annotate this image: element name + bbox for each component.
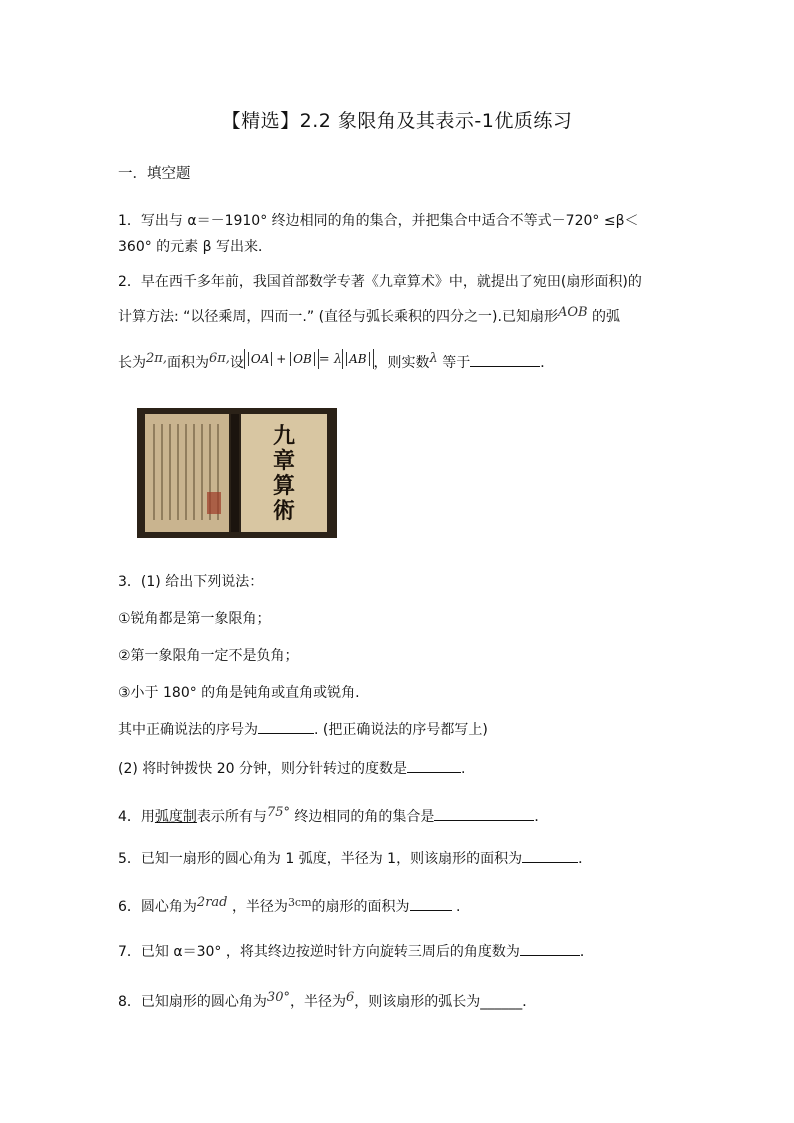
question-2-line-2 xyxy=(118,306,620,326)
area-formula: 6π, xyxy=(208,351,230,366)
question-3-part-2 xyxy=(118,758,465,778)
question-6-text: 6．圆心角为 xyxy=(118,899,197,915)
question-6-end: . xyxy=(451,899,461,915)
question-3-part-2-end: . xyxy=(461,761,466,777)
book-cover-title: 九章算術 xyxy=(272,423,295,524)
book-cover xyxy=(241,414,327,532)
vector-ab-formula xyxy=(342,349,373,369)
question-4-text: 4．用 xyxy=(118,809,155,825)
equals-lambda: = λ xyxy=(318,352,343,367)
question-2-text: 设 xyxy=(229,355,244,371)
question-4-text: 终边相同的角的集合是 xyxy=(294,809,435,825)
vector-ab: AB xyxy=(346,352,369,366)
question-7 xyxy=(118,941,594,961)
answer-blank xyxy=(522,848,578,863)
question-8-text: ，半径为 xyxy=(289,994,346,1010)
question-3-ask-text: 其中正确说法的序号为 xyxy=(118,722,258,738)
lambda-symbol: λ xyxy=(429,351,438,366)
question-3-ask xyxy=(118,719,488,739)
vector-ob: OB xyxy=(290,352,315,366)
question-2-text: 面积为 xyxy=(166,355,209,371)
question-3-statement-3: ③小于 180° 的角是钝角或直角或锐角. xyxy=(118,685,360,701)
question-3-intro: 3．(1) 给出下列说法： xyxy=(118,574,264,590)
question-8-text: 8．已知扇形的圆心角为 xyxy=(118,994,267,1010)
question-8 xyxy=(118,991,536,1011)
section-heading: 一．填空题 xyxy=(118,166,191,182)
vector-sum-formula xyxy=(244,349,319,369)
question-6-text: 的扇形的面积为 xyxy=(311,899,410,915)
question-6-text: ，半径为 xyxy=(231,899,288,915)
angle-75-formula: 75° xyxy=(266,805,290,820)
question-1-line-2: 360° 的元素 β 写出来． xyxy=(118,239,273,255)
answer-blank xyxy=(258,719,314,734)
seal-stamp xyxy=(207,492,221,514)
question-2-text: 计算方法: “以径乘周，四而一.” (直径与弧长乘积的四分之一).已知扇形 xyxy=(118,309,558,325)
sector-label: AOB xyxy=(557,305,588,320)
question-2-text-end: 的弧 xyxy=(592,309,621,325)
answer-blank xyxy=(410,896,452,911)
question-5-text: 5．已知一扇形的圆心角为 1 弧度，半径为 1，则该扇形的面积为 xyxy=(118,851,523,867)
question-5 xyxy=(118,848,592,868)
question-8-text-end: ，则该扇形的弧长为______． xyxy=(354,994,537,1010)
question-6 xyxy=(118,896,460,916)
question-3-part-2-text: (2) 将时钟拨快 20 分钟，则分针转过的度数是 xyxy=(118,761,407,777)
answer-blank xyxy=(407,758,461,773)
angle-30-formula: 30° xyxy=(266,990,290,1005)
answer-blank xyxy=(434,806,534,821)
question-7-text: 7．已知 α＝30° ，将其终边按逆时针方向旋转三周后的角度数为 xyxy=(118,944,520,960)
jiuzhang-suanshu-book-image xyxy=(137,408,337,538)
question-2-line-1: 2．早在西千多年前，我国首部数学专著《九章算术》中，就提出了宛田(扇形面积)的 xyxy=(118,274,642,290)
question-5-end: ． xyxy=(578,851,593,867)
answer-blank xyxy=(470,352,540,367)
question-4-text: 表示所有与 xyxy=(196,809,267,825)
page-title: 【精选】2.2 象限角及其表示-1优质练习 xyxy=(221,110,573,132)
vector-oa: OA xyxy=(248,352,273,366)
book-left-page xyxy=(145,414,229,532)
question-2-text: ，则实数 xyxy=(373,355,430,371)
question-3-statement-1: ①锐角都是第一象限角； xyxy=(118,611,271,627)
question-2-end: ． xyxy=(540,355,555,371)
arc-length-formula: 2π, xyxy=(146,351,167,366)
plus-sign: + xyxy=(276,352,287,366)
question-2-text: 等于 xyxy=(442,355,471,371)
question-1-line-1: 1．写出与 α＝－1910° 终边相同的角的集合，并把集合中适合不等式－720° ≤β＜ xyxy=(118,213,639,229)
radius-6-formula: 6 xyxy=(345,990,355,1005)
question-2-line-3 xyxy=(118,352,554,373)
question-4-end: ． xyxy=(534,809,549,825)
question-4 xyxy=(118,806,548,826)
question-3-ask-note: . (把正确说法的序号都写上) xyxy=(314,722,488,738)
answer-blank xyxy=(520,941,580,956)
question-2-text: 长为 xyxy=(118,355,146,371)
radian-term-link[interactable]: 弧度制 xyxy=(154,809,197,825)
question-3-statement-2: ②第一象限角一定不是负角； xyxy=(118,648,299,664)
book-spine xyxy=(231,414,239,532)
question-7-end: ． xyxy=(579,944,594,960)
angle-2rad-formula: 2rad xyxy=(196,895,228,910)
radius-3cm-formula: 3cm xyxy=(287,896,312,909)
